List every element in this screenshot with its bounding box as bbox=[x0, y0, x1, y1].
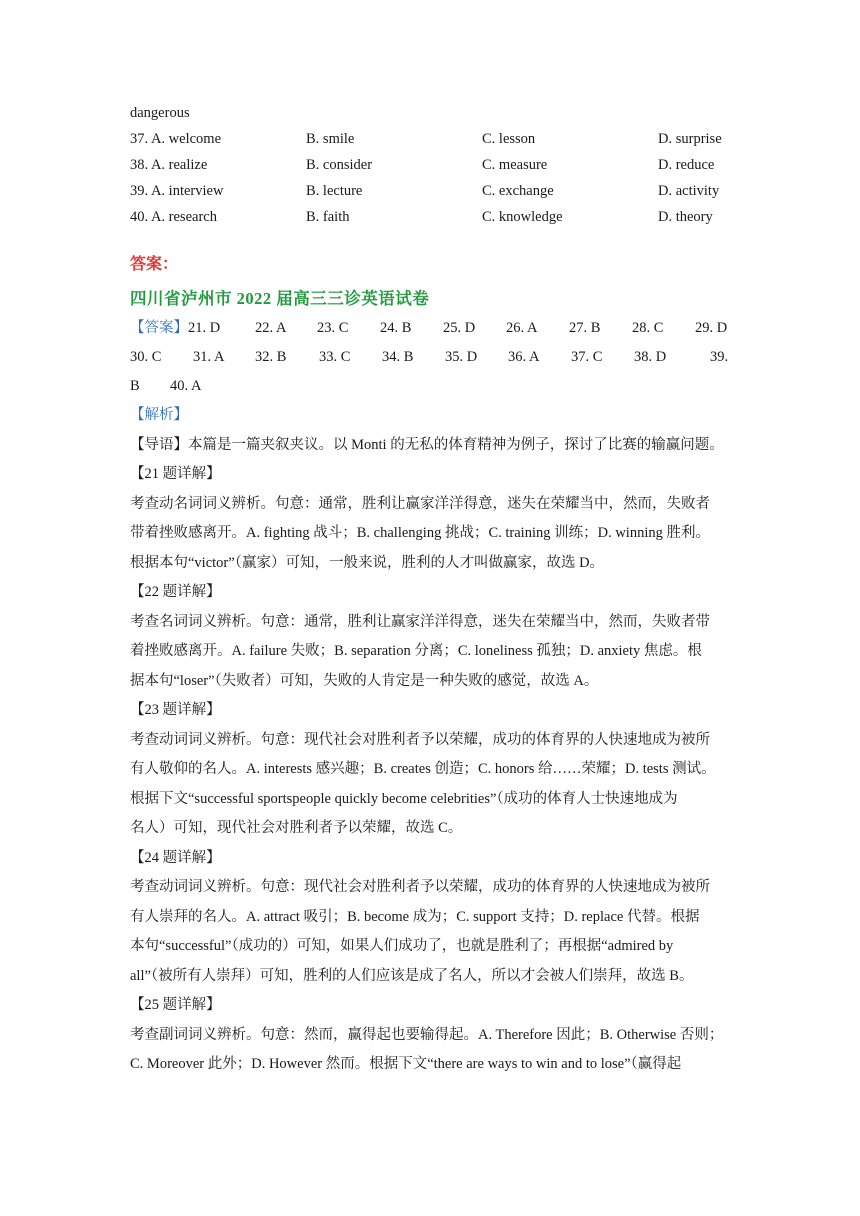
q23-line: 根据下文“successful sportspeople quickly become celebrities”（成功的体育人士快速地成为 bbox=[130, 790, 678, 807]
option-cell: B. faith bbox=[306, 209, 350, 225]
option-row-40 bbox=[130, 204, 730, 230]
answer-item: 28. C bbox=[632, 320, 664, 336]
option-cell: D. surprise bbox=[658, 131, 722, 147]
answer-item: 33. C bbox=[319, 349, 351, 365]
q24-title: 【24 题详解】 bbox=[130, 849, 221, 866]
answer-key-row bbox=[130, 372, 730, 401]
option-cell: 37. A. welcome bbox=[130, 131, 222, 147]
answer-item: 27. B bbox=[569, 320, 601, 336]
answer-item: 29. D bbox=[695, 320, 728, 336]
option-row-38 bbox=[130, 152, 730, 178]
answer-item: 34. B bbox=[382, 349, 414, 365]
option-cell: 38. A. realize bbox=[130, 157, 208, 173]
option-cell: B. lecture bbox=[306, 183, 363, 199]
option-cell: D. reduce bbox=[658, 157, 715, 173]
continuation-text: dangerous bbox=[130, 105, 190, 121]
q24-line: 有人崇拜的名人。A. attract 吸引；B. become 成为；C. support 支持；D. replace 代替。根据 bbox=[130, 908, 700, 925]
guide-text: 【导语】本篇是一篇夹叙夹议。以 Monti 的无私的体育精神为例子，探讨了比赛的输赢问题。 bbox=[130, 436, 724, 453]
q22-line: 着挫败感离开。A. failure 失败；B. separation 分离；C. loneliness 孤独；D. anxiety 焦虑。根 bbox=[130, 643, 702, 659]
q22-line: 考查名词词义辨析。句意：通常，胜利让赢家洋洋得意，迷失在荣耀当中，然而，失败者带 bbox=[130, 613, 710, 630]
answer-item: B bbox=[130, 378, 140, 394]
option-cell: C. exchange bbox=[482, 183, 554, 199]
answer-item: 22. A bbox=[255, 320, 287, 336]
option-cell: C. measure bbox=[482, 157, 548, 173]
q21-title: 【21 题详解】 bbox=[130, 466, 221, 482]
q22-title: 【22 题详解】 bbox=[130, 584, 221, 600]
answer-item: 40. A bbox=[170, 378, 202, 394]
q25-line: C. Moreover 此外；D. However 然而。根据下文“there are ways to win and to lose”（赢得起 bbox=[130, 1056, 682, 1072]
option-cell: D. activity bbox=[658, 183, 720, 199]
answer-item: 31. A bbox=[193, 349, 225, 365]
q25-title: 【25 题详解】 bbox=[130, 997, 221, 1013]
answer-key-row bbox=[130, 314, 730, 343]
q21-line: 根据本句“victor”（赢家）可知，一般来说，胜利的人才叫做赢家，故选 D。 bbox=[130, 554, 605, 571]
answer-item: 23. C bbox=[317, 320, 349, 336]
option-cell: 39. A. interview bbox=[130, 183, 224, 199]
answer-item: 32. B bbox=[255, 349, 287, 365]
q24-line: 考查动词词义辨析。句意：现代社会对胜利者予以荣耀，成功的体育界的人快速地成为被所 bbox=[130, 879, 710, 895]
q24-line: all”（被所有人崇拜）可知，胜利的人们应该是成了名人，所以才会被人们崇拜，故选 B。 bbox=[130, 967, 694, 984]
answer-item: 39. bbox=[710, 349, 729, 365]
answer-key-row bbox=[130, 343, 730, 372]
option-cell: B. smile bbox=[306, 131, 355, 147]
options-block bbox=[130, 126, 730, 230]
q21-line: 带着挫败感离开。A. fighting 战斗；B. challenging 挑战；C. training 训练；D. winning 胜利。 bbox=[130, 525, 710, 541]
q25-line: 考查副词词义辨析。句意：然而，赢得起也要输得起。A. Therefore 因此；B. Otherwise 否则； bbox=[130, 1026, 724, 1043]
q23-line: 考查动词词义辨析。句意：现代社会对胜利者予以荣耀，成功的体育界的人快速地成为被所 bbox=[130, 731, 710, 748]
q22-line: 据本句“loser”（失败者）可知，失败的人肯定是一种失败的感觉，故选 A。 bbox=[130, 672, 599, 689]
answer-item: 26. A bbox=[506, 320, 538, 336]
document-page bbox=[130, 100, 730, 1080]
option-row-39 bbox=[130, 178, 730, 204]
answers-heading: 答案： bbox=[130, 256, 179, 273]
answer-item: 30. C bbox=[130, 349, 162, 365]
exam-title: 四川省泸州市 2022 届高三三诊英语试卷 bbox=[130, 289, 430, 308]
option-cell: C. lesson bbox=[482, 131, 536, 147]
q24-line: 本句“successful”（成功的）可知，如果人们成功了，也就是胜利了；再根据“admired by bbox=[130, 938, 674, 954]
answer-item: 24. B bbox=[380, 320, 412, 336]
option-row-37 bbox=[130, 126, 730, 152]
answer-item: 37. C bbox=[571, 349, 603, 365]
answer-item: 36. A bbox=[508, 349, 540, 365]
q23-title: 【23 题详解】 bbox=[130, 702, 221, 718]
answer-item: 38. D bbox=[634, 349, 667, 365]
answer-item: 35. D bbox=[445, 349, 478, 365]
answer-tag: 【答案】 bbox=[130, 320, 188, 336]
analysis-tag: 【解析】 bbox=[130, 407, 188, 423]
q21-line: 考查动名词词义辨析。句意：通常，胜利让赢家洋洋得意，迷失在荣耀当中，然而，失败者 bbox=[130, 495, 710, 512]
option-cell: 40. A. research bbox=[130, 209, 217, 225]
option-cell: C. knowledge bbox=[482, 209, 563, 225]
q23-line: 有人敬仰的名人。A. interests 感兴趣；B. creates 创造；C. honors 给……荣耀；D. tests 测试。 bbox=[130, 761, 716, 777]
q23-line: 名人）可知，现代社会对胜利者予以荣耀，故选 C。 bbox=[130, 820, 463, 836]
answer-item: 25. D bbox=[443, 320, 476, 336]
answer-item: 21. D bbox=[188, 320, 221, 336]
option-cell: D. theory bbox=[658, 209, 713, 225]
option-cell: B. consider bbox=[306, 157, 373, 173]
